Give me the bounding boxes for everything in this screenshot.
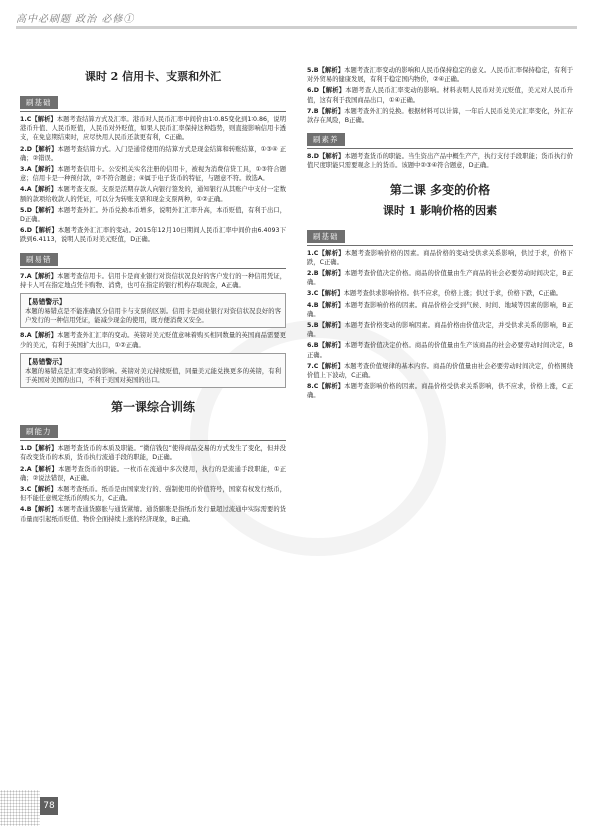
answer-entry (20, 165, 286, 183)
answer-number: 6.D (20, 227, 33, 235)
answer-number: 3.C (20, 486, 32, 494)
section-divider (307, 245, 573, 246)
page-number: 78 (40, 797, 58, 815)
answer-entry (307, 107, 573, 125)
answer-number: 3.C (307, 290, 319, 298)
tip-text: 本题的易错点是不能准确区分信用卡与支票的区别。信用卡是商业银行对资信状况良好的客户发行的一种信用凭证，能减少现金的使用，既方便消费又安全。 (25, 308, 281, 325)
answer-number: 5.B (307, 322, 319, 330)
analysis-tag: 【解析】 (318, 270, 345, 278)
analysis-text: 本题考查支票。支票是活期存款人向银行签发的，通知银行从其账户中支付一定数额的款项给收款人的凭证，可以分为转账支票和现金支票两种，①②正确。 (20, 186, 287, 203)
answer-entry (307, 301, 573, 319)
analysis-tag: 【解析】 (31, 272, 58, 280)
answer-entry (307, 362, 573, 380)
analysis-text: 本题考查影响价格的因素。商品价格会受到气候、时间、地域等因素的影响，B正确。 (307, 301, 574, 318)
analysis-text: 本题考查价值决定价格。商品的价值量由生产商品的社会必要劳动时间决定，B正确。 (307, 270, 574, 287)
analysis-tag: 【解析】 (32, 227, 58, 235)
answer-number: 2.A (20, 465, 32, 473)
analysis-tag: 【解析】 (31, 486, 57, 494)
section-divider (20, 111, 286, 112)
analysis-text: 本题考查信用卡。公安机关实名注册的信用卡，被视为消费信贷工具，①③符合题意；信用卡是一种预付款，②不符合题意；④属于电子货币的特征，与题意不符。故选A。 (20, 166, 287, 183)
analysis-text: 本题考查货币的职能。一枚币在流通中多次使用，执行的是流通手段职能，①正确；②说法错误，A正确。 (20, 465, 287, 482)
answer-entry (307, 249, 573, 267)
analysis-text: 本题考查纸币。纸币是由国家发行的、强制使用的价值符号，国家有权发行纸币，但不能任意规定纸币的购买力，C正确。 (20, 486, 287, 503)
tip-title: 【易错警示】 (25, 298, 66, 307)
analysis-text: 本题考查货币的本质及职能。“微信钱包”使得商品交易的方式发生了变化，但并没有改变货币的本质，货币执行流通手段的职能，D正确。 (20, 445, 286, 462)
answer-number: 7.B (307, 107, 319, 115)
answer-number: 6.D (307, 87, 320, 95)
section-label: 刷易错 (20, 253, 58, 266)
section-label: 刷基础 (20, 96, 58, 109)
analysis-tag: 【解析】 (32, 445, 58, 453)
analysis-tag: 【解析】 (31, 332, 58, 340)
lesson-subtitle: 课时 1 影响价格的因素 (382, 203, 498, 217)
answer-number: 7.A (20, 272, 32, 280)
analysis-tag: 【解析】 (318, 342, 345, 350)
header-rule (16, 26, 577, 29)
analysis-text: 本题考查结算方式。入门是通常使用的结算方式是现金结算和转账结算，①③④ 正确；②错误。 (20, 145, 287, 162)
answer-number: 4.B (307, 301, 319, 309)
analysis-text: 本题考查影响价格的因素。商品价格受供求关系影响，供不应求，价格上涨，C正确。 (307, 383, 573, 400)
analysis-tag: 【解析】 (318, 107, 345, 115)
page-header (8, 4, 585, 32)
analysis-text: 本题考查价值决定价格。商品的价值量由生产该商品的社会必要劳动时间决定，B正确。 (307, 342, 574, 359)
analysis-text: 本题考查信用卡。信用卡是商业银行对资信状况良好的客户发行的一种信用凭证，持卡人可在指定地点凭卡购物、消费，也可在指定的银行机构存取现金，A正确。 (20, 272, 287, 289)
answer-number: 7.C (307, 362, 319, 370)
analysis-tag: 【解析】 (318, 322, 345, 330)
analysis-tag: 【解析】 (318, 301, 345, 309)
answer-entry (307, 66, 573, 84)
analysis-text: 本题考查外汇汇率的变动。英镑对美元贬值意味着购买相同数量的英国商品需要更少的美元，有利于英国扩大出口，①②正确。 (20, 332, 287, 349)
analysis-tag: 【解析】 (318, 67, 345, 74)
review-title: 第一课综合训练 (110, 400, 195, 415)
answer-entry (20, 145, 286, 163)
answer-entry (20, 465, 286, 483)
section-divider (307, 148, 573, 149)
answer-number: 1.D (20, 445, 33, 453)
section-divider (20, 268, 286, 269)
answer-entry (307, 321, 573, 339)
analysis-tag: 【解析】 (318, 383, 345, 391)
section-errors (20, 247, 286, 389)
tip-text: 本题的易错点是汇率变动的影响。英镑对美元持续贬值，同量美元能兑换更多的英镑，有利于英国对美国的出口，不利于美国对英国的出口。 (25, 367, 281, 385)
analysis-tag: 【解析】 (31, 465, 59, 473)
analysis-text: 本题考查货币的职能。当生资出产品中概生产产，执行支付手段职能；货币执行价值尺度职能只需要观念上的货币。该题中②③④符合题意，D正确。 (307, 153, 574, 170)
answer-entry (20, 331, 286, 349)
answer-entry (307, 382, 573, 400)
analysis-text: 本题考查价值规律的基本内容。商品的价值量由社会必要劳动时间决定，价格围绕价值上下波动，C正确。 (307, 362, 574, 380)
analysis-tag: 【解析】 (319, 87, 346, 95)
answer-entry (20, 206, 286, 224)
analysis-tag: 【解析】 (32, 145, 58, 153)
right-column (307, 66, 573, 403)
answer-entry (307, 152, 573, 170)
answer-entry (20, 185, 286, 203)
answer-number: 4.A (20, 186, 32, 194)
section-ability (20, 419, 286, 524)
lesson-title: 课时 2 信用卡、支票和外汇 (84, 70, 222, 83)
running-title: 高中必刷题 政治 必修① (16, 14, 135, 25)
analysis-text: 本题考查价格变动的影响因素。商品价格由价值决定，并受供求关系的影响，B正确。 (307, 322, 574, 339)
answer-number: 5.D (20, 206, 33, 214)
answer-number: 4.B (20, 506, 32, 514)
answer-entry (20, 505, 286, 523)
answer-entry (307, 289, 573, 298)
tip-box (20, 353, 286, 388)
tip-title: 【易错警示】 (25, 357, 66, 366)
analysis-text: 本题考查影响价格的因素。商品价格的变动受供求关系影响，供过于求，价格下跌，C正确。 (307, 249, 574, 266)
answer-number: 3.A (20, 166, 32, 174)
answer-entry (20, 226, 286, 244)
analysis-tag: 【解析】 (319, 153, 345, 161)
answer-entry (307, 269, 573, 287)
analysis-tag: 【解析】 (318, 249, 345, 257)
answer-entry (307, 341, 573, 359)
analysis-tag: 【解析】 (31, 116, 57, 123)
answer-entry (20, 485, 286, 503)
answer-number: 1.C (307, 249, 319, 257)
analysis-text: 本题考查外汇的兑换。根据材料可以计算，一年后人民币兑美元汇率变化，外汇存款存在风险，B正确。 (307, 107, 574, 125)
analysis-tag: 【解析】 (318, 290, 344, 298)
answer-number: 2.D (20, 145, 33, 153)
analysis-text: 本题考查通货膨胀与通货紧缩。通货膨胀是指纸币发行量超过流通中实际需要的货币量而引起纸币贬值、物价全面持续上涨的经济现象，B正确。 (20, 506, 287, 523)
answer-number: 1.C (20, 116, 32, 123)
analysis-tag: 【解析】 (32, 206, 58, 214)
analysis-text: 本题考查人民币汇率变动的影响。材料表明人民币对美元贬值，美元对人民币升值，这有利于我国商品出口，①④正确。 (307, 87, 574, 104)
answer-entry (20, 444, 286, 462)
section-divider (20, 440, 286, 441)
analysis-text: 本题考查外汇汇率的变动。2015年12月10日期间人民币汇率中间价由6.4093下跌到6.4113，说明人民币对美元贬值，D正确。 (20, 227, 286, 244)
section-label: 刷能力 (20, 425, 58, 438)
answer-number: 8.D (307, 153, 320, 161)
answer-entry (20, 115, 286, 143)
left-column (20, 66, 286, 526)
analysis-text: 本题考查汇率变动的影响和人民币保持稳定的意义。人民币汇率保持稳定，有利于对外贸易的健康发展，有利于稳定国内物价，②④正确。 (307, 67, 574, 84)
answer-number: 8.A (20, 332, 32, 340)
tip-box (20, 293, 286, 328)
answer-number: 5.B (307, 67, 319, 74)
answer-entry (307, 86, 573, 104)
section-label: 刷基础 (307, 230, 345, 243)
analysis-tag: 【解析】 (31, 166, 58, 174)
answer-number: 2.B (307, 270, 319, 278)
chapter-title: 第二课 多变的价格 (389, 182, 491, 197)
analysis-text: 本题考查外汇。外币兑换本币增多，说明外汇汇率升高，本币贬值，有利于出口，D正确。 (20, 206, 287, 224)
analysis-tag: 【解析】 (31, 186, 58, 194)
analysis-tag: 【解析】 (31, 506, 58, 514)
answer-entry (20, 272, 286, 290)
section-basic (20, 90, 286, 245)
analysis-text: 本题考查结算方式及汇率。港币对人民币汇率中间价由1∶0.85变化到1∶0.86，说明港币升值、人民币贬值，人民币对外贬值，如果人民币汇率保持这种趋势，则直接影响信用卡透支，在免息期结束时，应尽快用人民币还款更有利，C正确。 (20, 116, 286, 142)
corner-pattern (0, 790, 40, 826)
section-label: 刷素养 (307, 133, 345, 146)
analysis-text: 本题考查供求影响价格。供不应求，价格上涨；供过于求，价格下跌，C正确。 (343, 290, 563, 298)
answer-number: 8.C (307, 383, 319, 391)
analysis-tag: 【解析】 (318, 362, 344, 370)
answer-number: 6.B (307, 342, 319, 350)
